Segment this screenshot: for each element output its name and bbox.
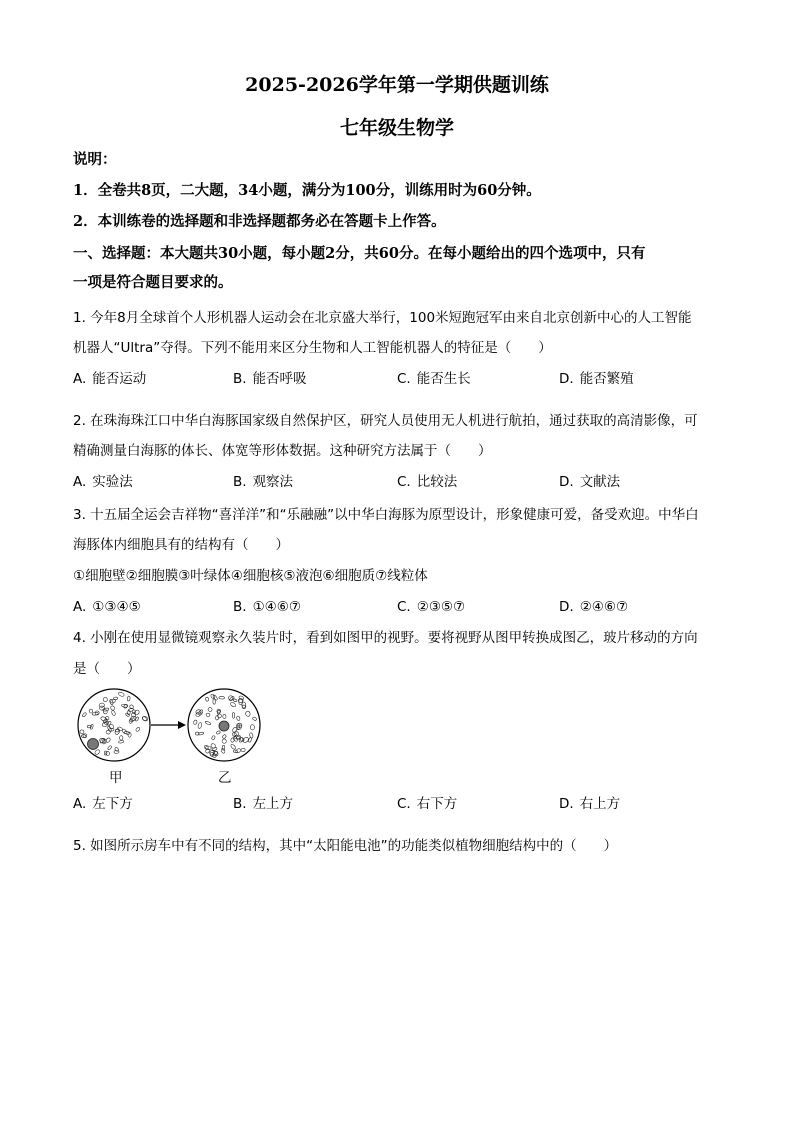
option-c[interactable] bbox=[397, 369, 471, 389]
option-text: 实验法 bbox=[92, 474, 133, 490]
option-label: A. bbox=[73, 599, 87, 615]
option-text: 能否运动 bbox=[92, 371, 147, 387]
target-cell-yi bbox=[219, 721, 229, 731]
option-text: 左上方 bbox=[252, 796, 294, 812]
question-2-line-1: 2. 在珠海珠江口中华白海豚国家级自然保护区，研究人员使用无人机进行航拍，通过获取的高清影像，可 bbox=[73, 413, 698, 429]
option-a[interactable] bbox=[73, 369, 146, 389]
question-4-options bbox=[73, 794, 713, 814]
option-b[interactable] bbox=[233, 369, 307, 389]
instruction-item-1: 1．全卷共8页，二大题，34小题，满分为100分，训练用时为60分钟。 bbox=[73, 182, 541, 199]
option-a[interactable] bbox=[73, 794, 133, 814]
option-label: C. bbox=[397, 474, 411, 490]
option-text: ②④⑥⑦ bbox=[579, 599, 629, 615]
option-label: A. bbox=[73, 796, 87, 812]
option-text: 右上方 bbox=[579, 796, 621, 812]
option-label: B. bbox=[233, 599, 247, 615]
question-4-line-1: 4. 小刚在使用显微镜观察永久装片时，看到如图甲的视野。要将视野从图甲转换成图乙，玻片移动的方向 bbox=[73, 630, 698, 646]
exam-title: 2025-2026学年第一学期供题训练 bbox=[245, 74, 549, 96]
option-label: B. bbox=[233, 371, 247, 387]
option-text: 左下方 bbox=[92, 796, 133, 812]
option-text: ①③④⑤ bbox=[92, 599, 141, 615]
instructions-heading: 说明： bbox=[73, 151, 117, 168]
option-label: A. bbox=[73, 474, 87, 490]
figure-label-jia: 甲 bbox=[109, 770, 123, 786]
option-c[interactable] bbox=[397, 472, 457, 492]
exam-subtitle: 七年级生物学 bbox=[339, 117, 454, 139]
option-text: 文献法 bbox=[579, 474, 621, 490]
option-a[interactable] bbox=[73, 597, 141, 617]
option-label: D. bbox=[559, 796, 574, 812]
option-c[interactable] bbox=[397, 597, 465, 617]
microscope-figure bbox=[76, 688, 266, 788]
question-3-options bbox=[73, 597, 713, 617]
section-heading-line-2: 一项是符合题目要求的。 bbox=[73, 274, 233, 291]
option-d[interactable] bbox=[559, 794, 620, 814]
option-text: 观察法 bbox=[252, 474, 294, 490]
option-label: B. bbox=[233, 796, 247, 812]
option-label: D. bbox=[559, 599, 574, 615]
option-label: D. bbox=[559, 371, 574, 387]
question-4-line-2: 是（ ） bbox=[73, 661, 141, 677]
question-3-line-1: 3. 十五届全运会吉祥物“喜洋洋”和“乐融融”以中华白海豚为原型设计，形象健康可爱，备受欢迎。中华白 bbox=[73, 507, 699, 523]
option-label: C. bbox=[397, 599, 411, 615]
option-d[interactable] bbox=[559, 597, 628, 617]
option-b[interactable] bbox=[233, 597, 301, 617]
option-b[interactable] bbox=[233, 794, 293, 814]
question-1-options bbox=[73, 369, 713, 389]
question-1-line-2: 机器人“Ultra”夺得。下列不能用来区分生物和人工智能机器人的特征是（ ） bbox=[73, 340, 552, 356]
option-b[interactable] bbox=[233, 472, 293, 492]
option-text: 右下方 bbox=[416, 796, 458, 812]
option-label: C. bbox=[397, 796, 411, 812]
question-2-line-2: 精确测量白海豚的体长、体宽等形体数据。这种研究方法属于（ ） bbox=[73, 443, 492, 459]
question-3-line-3: ①细胞壁②细胞膜③叶绿体④细胞核⑤液泡⑥细胞质⑦线粒体 bbox=[73, 568, 428, 584]
option-text: 比较法 bbox=[416, 474, 458, 490]
option-d[interactable] bbox=[559, 369, 634, 389]
option-label: C. bbox=[397, 371, 411, 387]
option-label: D. bbox=[559, 474, 574, 490]
figure-label-yi: 乙 bbox=[218, 770, 232, 786]
option-label: B. bbox=[233, 474, 247, 490]
option-c[interactable] bbox=[397, 794, 457, 814]
target-cell-jia bbox=[88, 739, 99, 750]
option-text: ②③⑤⑦ bbox=[416, 599, 466, 615]
microscope-fields-svg bbox=[76, 688, 266, 788]
option-label: A. bbox=[73, 371, 87, 387]
question-3-line-2: 海豚体内细胞具有的结构有（ ） bbox=[73, 537, 289, 553]
question-2-options bbox=[73, 472, 713, 492]
question-1-line-1: 1. 今年8月全球首个人形机器人运动会在北京盛大举行，100米短跑冠军由来自北京创新中心的人工智能 bbox=[73, 310, 692, 326]
option-d[interactable] bbox=[559, 472, 620, 492]
question-5-line-1: 5. 如图所示房车中有不同的结构，其中“太阳能电池”的功能类似植物细胞结构中的（ ） bbox=[73, 838, 618, 854]
option-text: ①④⑥⑦ bbox=[252, 599, 301, 615]
option-text: 能否生长 bbox=[416, 371, 471, 387]
arrow-head bbox=[178, 721, 186, 729]
option-text: 能否呼吸 bbox=[252, 371, 307, 387]
section-heading-line-1: 一、选择题：本大题共30小题，每小题2分，共60分。在每小题给出的四个选项中，只有 bbox=[73, 245, 646, 262]
option-a[interactable] bbox=[73, 472, 133, 492]
option-text: 能否繁殖 bbox=[579, 371, 634, 387]
instruction-item-2: 2．本训练卷的选择题和非选择题都务必在答题卡上作答。 bbox=[73, 213, 446, 230]
